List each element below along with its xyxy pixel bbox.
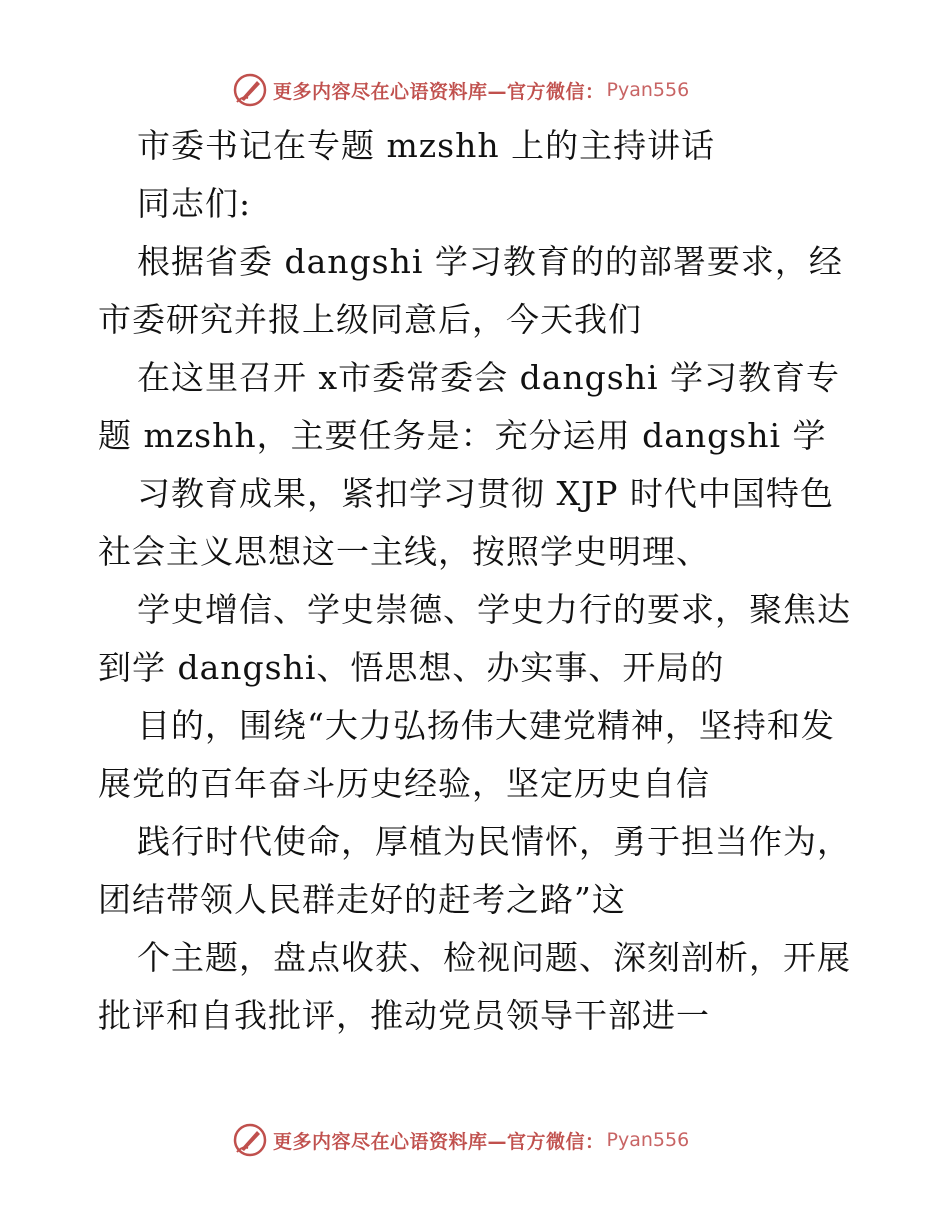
body-line: 社会主义思想这一主线，按照学史明理、 <box>98 532 710 571</box>
body-line: 团结带领人民群走好的赶考之路”这 <box>98 880 626 919</box>
watermark-wechat-id: Pyan556 <box>606 79 690 101</box>
body-line: 批评和自我批评，推动党员领导干部进一 <box>98 996 710 1035</box>
body-line: 习教育成果，紧扣学习贯彻 XJP 时代中国特色 <box>137 474 834 513</box>
footer-watermark <box>232 1120 689 1160</box>
header-watermark <box>232 70 689 110</box>
body-line: 展党的百年奋斗历史经验，坚定历史自信 <box>98 764 710 803</box>
body-line: 目的，围绕“大力弘扬伟大建党精神，坚持和发 <box>137 706 835 745</box>
watermark-wechat-id: Pyan556 <box>606 1129 690 1151</box>
body-line: 市委研究并报上级同意后，今天我们 <box>98 300 642 339</box>
body-line: 个主题，盘点收获、检视问题、深刻剖析，开展 <box>137 938 851 977</box>
quill-logo-icon <box>232 1122 268 1158</box>
body-line: 到学 dangshi、悟思想、办实事、开局的 <box>98 648 725 687</box>
body-line: 题 mzshh，主要任务是：充分运用 dangshi 学 <box>98 416 827 455</box>
body-line: 根据省委 dangshi 学习教育的的部署要求，经 <box>137 242 843 281</box>
watermark-text: 更多内容尽在心语资料库—官方微信： <box>273 1130 605 1153</box>
watermark-text: 更多内容尽在心语资料库—官方微信： <box>273 80 605 103</box>
quill-logo-icon <box>232 72 268 108</box>
salutation: 同志们: <box>137 184 252 223</box>
body-line: 在这里召开 x市委常委会 dangshi 学习教育专 <box>137 358 840 397</box>
body-line: 学史增信、学史崇德、学史力行的要求，聚焦达 <box>137 590 851 629</box>
body-line: 践行时代使命，厚植为民情怀，勇于担当作为， <box>137 822 851 861</box>
document-title: 市委书记在专题 mzshh 上的主持讲话 <box>137 126 716 165</box>
